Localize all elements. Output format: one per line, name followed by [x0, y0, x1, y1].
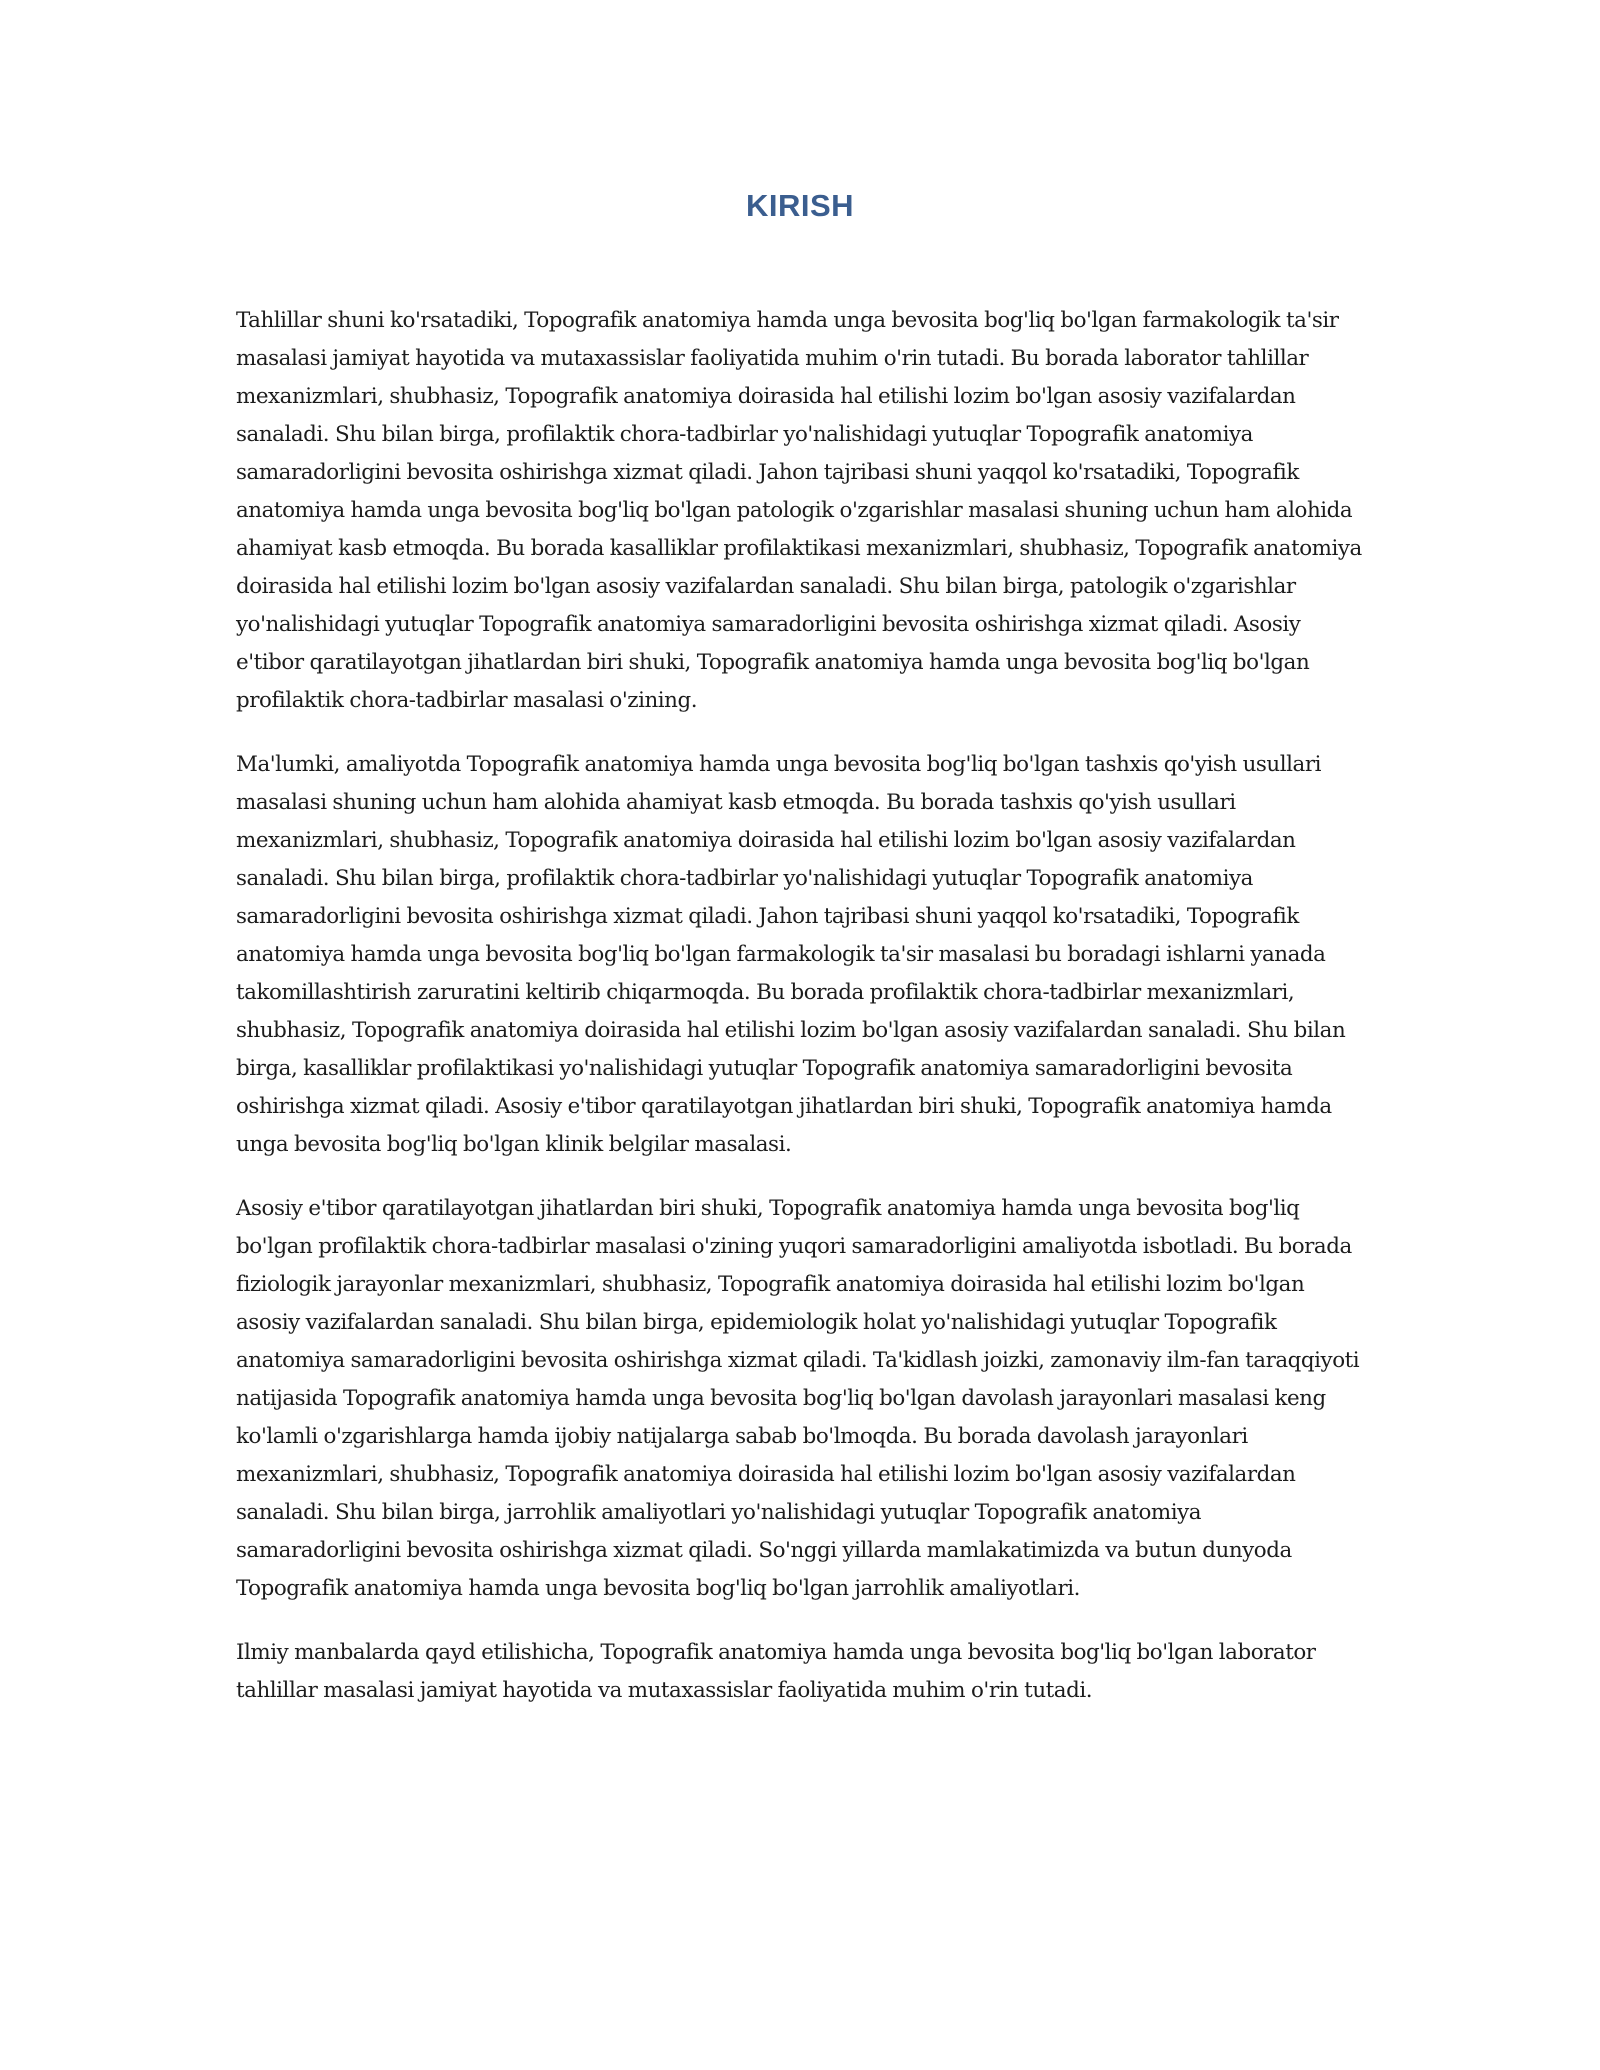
page-title: KIRISH — [745, 188, 855, 223]
paragraph-3: Asosiy e'tibor qaratilayotgan jihatlardan biri shuki, Topografik anatomiya hamda unga bevosita bog'liq bo'lgan profilaktik chora-tadbirlar masalasi o'zining yuqori samaradorligini amaliyotda isbotladi. Bu borada fiziologik jarayonlar mexanizmlari, shubhasiz, Topografik anatomiya doirasida hal etilishi lozim bo'lgan asosiy vazifalardan sanaladi. Shu bilan birga, epidemiologik holat yo'nalishidagi yutuqlar Topografik anatomiya samaradorligini bevosita oshirishga xizmat qiladi. Ta'kidlash joizki, zamonaviy ilm-fan taraqqiyoti natijasida Topografik anatomiya hamda unga bevosita bog'liq bo'lgan davolash jarayonlari masalasi keng ko'lamli o'zgarishlarga hamda ijobiy natijalarga sabab bo'lmoqda. Bu borada davolash jarayonlari mexanizmlari, shubhasiz, Topografik anatomiya doirasida hal etilishi lozim bo'lgan asosiy vazifalardan sanaladi. Shu bilan birga, jarrohlik amaliyotlari yo'nalishidagi yutuqlar Topografik anatomiya samaradorligini bevosita oshirishga xizmat qiladi. So'nggi yillarda mamlakatimizda va butun dunyoda Topografik anatomiya hamda unga bevosita bog'liq bo'lgan jarrohlik amaliyotlari. — [236, 1196, 1360, 1601]
document-body — [236, 302, 1368, 1736]
paragraph-2: Ma'lumki, amaliyotda Topografik anatomiya hamda unga bevosita bog'liq bo'lgan tashxis qo'yish usullari masalasi shuning uchun ham alohida ahamiyat kasb etmoqda. Bu borada tashxis qo'yish usullari mexanizmlari, shubhasiz, Topografik anatomiya doirasida hal etilishi lozim bo'lgan asosiy vazifalardan sanaladi. Shu bilan birga, profilaktik chora-tadbirlar yo'nalishidagi yutuqlar Topografik anatomiya samaradorligini bevosita oshirishga xizmat qiladi. Jahon tajribasi shuni yaqqol ko'rsatadiki, Topografik anatomiya hamda unga bevosita bog'liq bo'lgan farmakologik ta'sir masalasi bu boradagi ishlarni yanada takomillashtirish zaruratini keltirib chiqarmoqda. Bu borada profilaktik chora-tadbirlar mexanizmlari, shubhasiz, Topografik anatomiya doirasida hal etilishi lozim bo'lgan asosiy vazifalardan sanaladi. Shu bilan birga, kasalliklar profilaktikasi yo'nalishidagi yutuqlar Topografik anatomiya samaradorligini bevosita oshirishga xizmat qiladi. Asosiy e'tibor qaratilayotgan jihatlardan biri shuki, Topografik anatomiya hamda unga bevosita bog'liq bo'lgan klinik belgilar masalasi. — [236, 752, 1346, 1157]
paragraph-4: Ilmiy manbalarda qayd etilishicha, Topografik anatomiya hamda unga bevosita bog'liq bo'lgan laborator tahlillar masalasi jamiyat hayotida va mutaxassislar faoliyatida muhim o'rin tutadi. — [236, 1640, 1316, 1703]
paragraph-1: Tahlillar shuni ko'rsatadiki, Topografik anatomiya hamda unga bevosita bog'liq bo'lgan farmakologik ta'sir masalasi jamiyat hayotida va mutaxassislar faoliyatida muhim o'rin tutadi. Bu borada laborator tahlillar mexanizmlari, shubhasiz, Topografik anatomiya doirasida hal etilishi lozim bo'lgan asosiy vazifalardan sanaladi. Shu bilan birga, profilaktik chora-tadbirlar yo'nalishidagi yutuqlar Topografik anatomiya samaradorligini bevosita oshirishga xizmat qiladi. Jahon tajribasi shuni yaqqol ko'rsatadiki, Topografik anatomiya hamda unga bevosita bog'liq bo'lgan patologik o'zgarishlar masalasi shuning uchun ham alohida ahamiyat kasb etmoqda. Bu borada kasalliklar profilaktikasi mexanizmlari, shubhasiz, Topografik anatomiya doirasida hal etilishi lozim bo'lgan asosiy vazifalardan sanaladi. Shu bilan birga, patologik o'zgarishlar yo'nalishidagi yutuqlar Topografik anatomiya samaradorligini bevosita oshirishga xizmat qiladi. Asosiy e'tibor qaratilayotgan jihatlardan biri shuki, Topografik anatomiya hamda unga bevosita bog'liq bo'lgan profilaktik chora-tadbirlar masalasi o'zining. — [236, 308, 1362, 713]
